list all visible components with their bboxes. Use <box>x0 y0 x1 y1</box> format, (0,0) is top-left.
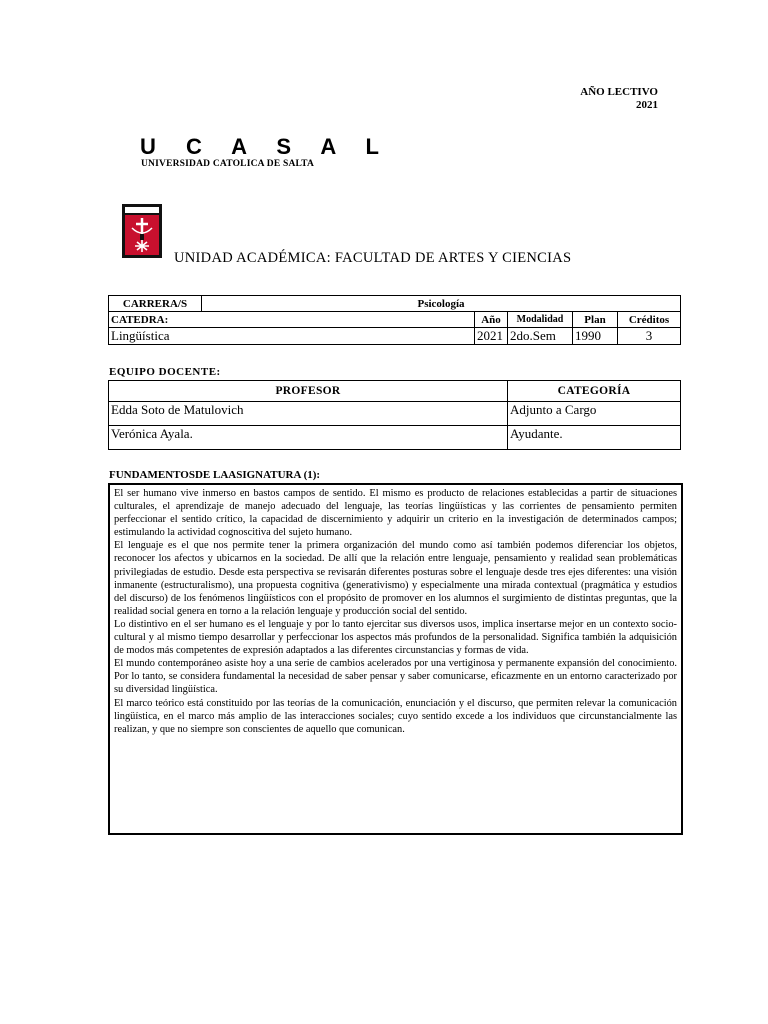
carrera-value: Psicología <box>202 296 681 312</box>
ano-lectivo-value: 2021 <box>636 99 658 111</box>
plan-value: 1990 <box>573 328 618 345</box>
catedra-value: Lingüística <box>109 328 475 345</box>
catedra-value-row <box>109 328 681 345</box>
equipo-title: EQUIPO DOCENTE: <box>109 366 221 378</box>
fundamentos-title: FUNDAMENTOSDE LAASIGNATURA (1): <box>109 469 321 481</box>
fundamentos-paragraph: El marco teórico está constituido por las teorías de la comunicación, enunciación y el discurso, que permiten relevar la comunicación lingüística, en el marco más amplio de las interacciones sociales; cuyo sentido excede a los individuos que circunstancialmente las realizan, y que no siempre son conscientes de aquello que comunican. <box>114 697 677 735</box>
profesor-name: Edda Soto de Matulovich <box>109 402 508 426</box>
header-categoria: CATEGORÍA <box>508 381 681 402</box>
equipo-table <box>108 380 681 450</box>
profesor-categoria: Ayudante. <box>508 426 681 450</box>
university-acronym: U C A S A L <box>140 134 391 159</box>
table-row <box>109 402 681 426</box>
fundamentos-paragraph: El ser humano vive inmerso en bastos campos de sentido. El mismo es producto de relaciones establecidas a partir de situaciones culturales, el aprendizaje de manejo adecuado del lenguaje, las teorías lingüísticas y las corrientes de pensamiento permiten perfeccionar el sentido crítico, la capacidad de discernimiento y adquirir un criterio en la investigación de determinados campos; estimulando la actividad cognoscitiva del sujeto humano. <box>114 488 677 539</box>
header-profesor: PROFESOR <box>109 381 508 402</box>
fundamentos-paragraph: El mundo contemporáneo asiste hoy a una serie de cambios acelerados por una vertiginosa y permanente expansión del conocimiento. Por lo tanto, se considera fundamental la necesidad de saber pensar y saber comunicarse, eficazmente en un entorno caracterizado por su diversidad lingüística. <box>114 658 677 696</box>
table-row <box>109 426 681 450</box>
fundamentos-paragraph: El lenguaje es el que nos permite tener la primera organización del mundo como así también podemos diferenciar los objetos, reconocer los afectos y ubicarnos en la sociedad. De allí que la relación entre lenguaje, pensamiento y realidad sean problemáticas privilegiadas de estudio. Desde esta perspectiva se revisarán diferentes posturas sobre el lenguaje desde tres ejes diferentes: una visión inmanente (estructuralismo), una propuesta cognitiva (generativismo) y especialmente una mirada contextual (pragmática y estudios del discurso) de los fenómenos lingüísticos con el propósito de promover en los alumnos el surgimiento de distintas preguntas, que la realidad social genera en torno a la relación lenguaje y producción social del sentido. <box>114 540 677 617</box>
creditos-value: 3 <box>618 328 681 345</box>
carrera-label: CARRERA/S <box>109 296 202 312</box>
unidad-academica: UNIDAD ACADÉMICA: FACULTAD DE ARTES Y CIENCIAS <box>174 250 572 266</box>
course-table <box>108 295 681 345</box>
university-name: UNIVERSIDAD CATOLICA DE SALTA <box>141 159 315 169</box>
fundamentos-paragraph: Lo distintivo en el ser humano es el lenguaje y por lo tanto ejercitar sus diversos usos, implica insertarse mejor en un contexto socio-cultural y al mismo tiempo desarrollar y perfeccionar los aspectos más profundos de la personalidad. Significa también la adquisición de modos más competentes de expresión adaptados a las diferentes circunstancias y formas de vida. <box>114 618 677 657</box>
col-modalidad: Modalidad <box>508 312 573 328</box>
col-ano: Año <box>475 312 508 328</box>
equipo-header-row <box>109 381 681 402</box>
ano-lectivo <box>580 86 658 112</box>
profesor-name: Verónica Ayala. <box>109 426 508 450</box>
fundamentos-box <box>108 483 683 835</box>
catedra-label: CATEDRA: <box>109 312 475 328</box>
modalidad-value: 2do.Sem <box>508 328 573 345</box>
col-creditos: Créditos <box>618 312 681 328</box>
ano-value: 2021 <box>475 328 508 345</box>
ucasal-shield-icon <box>122 204 162 258</box>
col-plan: Plan <box>573 312 618 328</box>
profesor-categoria: Adjunto a Cargo <box>508 402 681 426</box>
catedra-header-row <box>109 312 681 328</box>
ano-lectivo-label: AÑO LECTIVO <box>580 86 658 98</box>
carrera-row <box>109 296 681 312</box>
